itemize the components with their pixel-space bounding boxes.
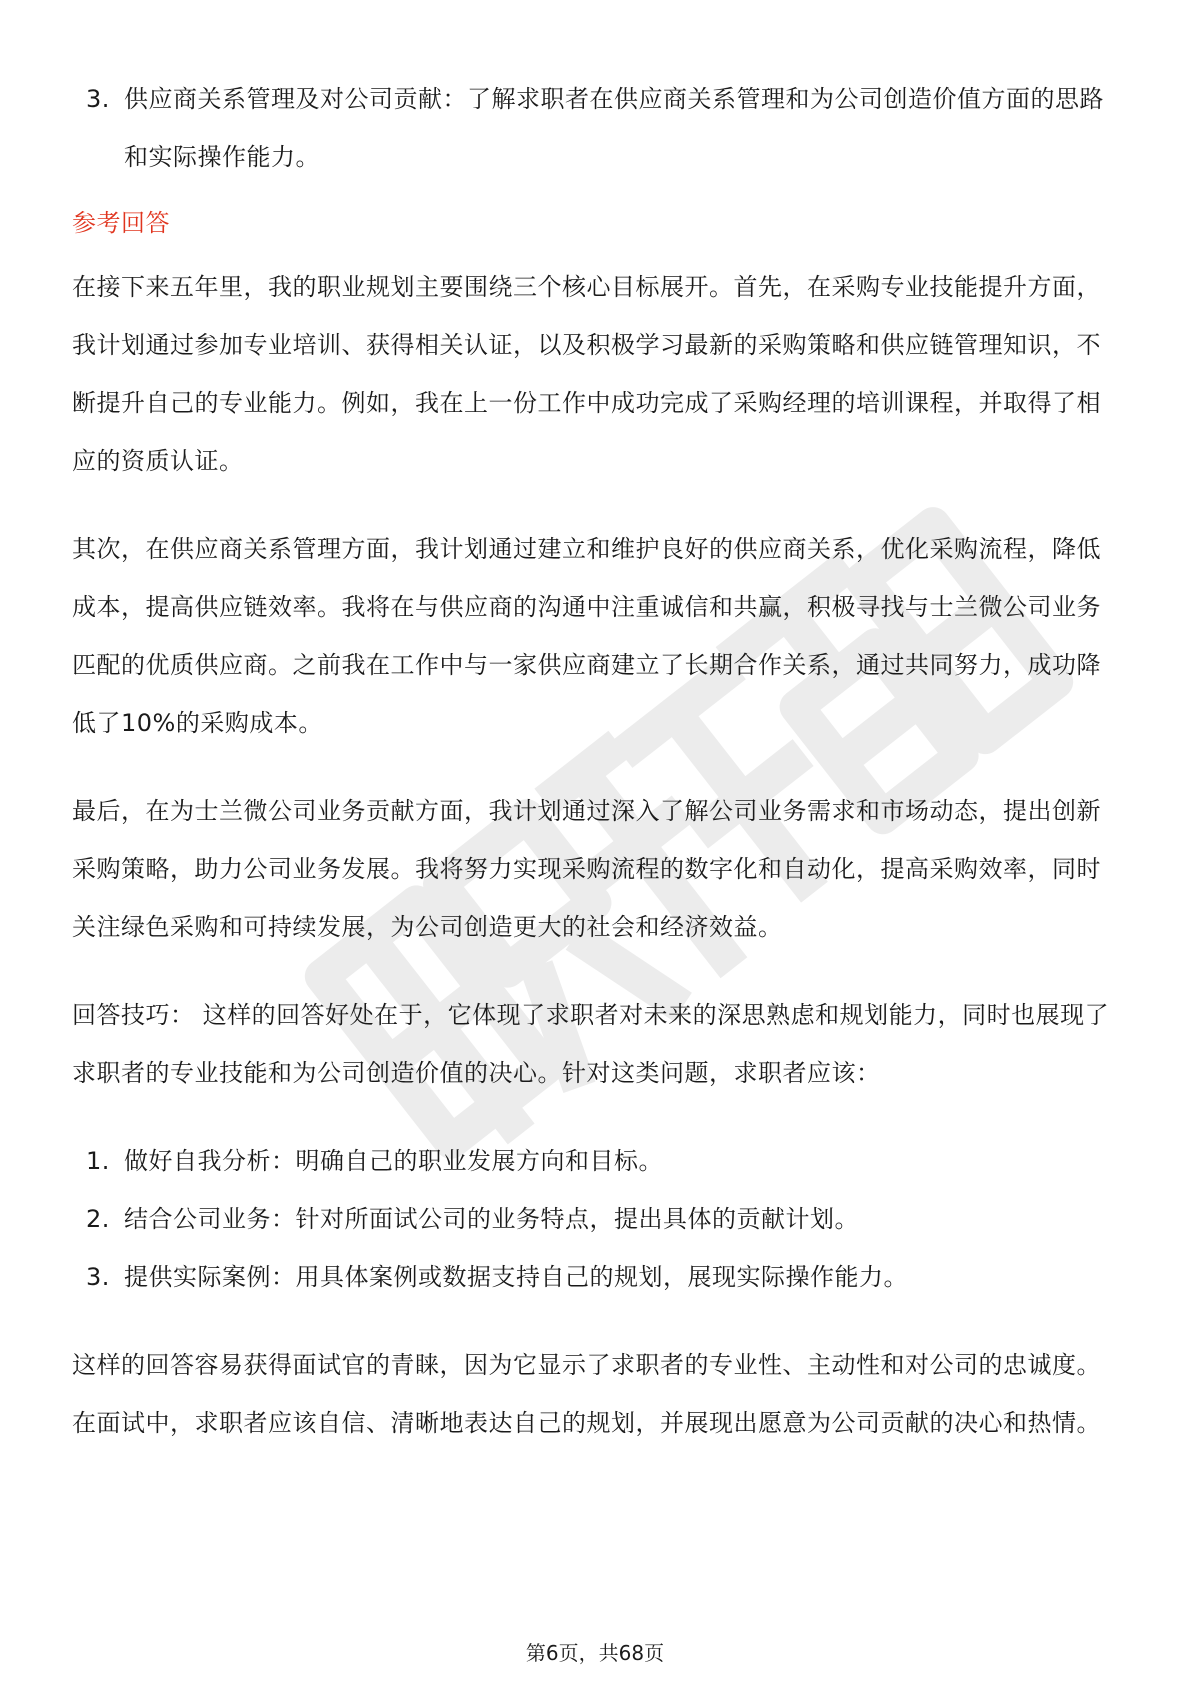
paragraph-1: 在接下来五年里，我的职业规划主要围绕三个核心目标展开。首先，在采购专业技能提升方面，我计划通过参加专业培训、获得相关认证，以及积极学习最新的采购策略和供应链管理知识，不断提升自己的专业能力。例如，我在上一份工作中成功完成了采购经理的培训课程，并取得了相应的资质认证。 [72, 273, 1101, 475]
document-body [72, 70, 1118, 1452]
list-text: 结合公司业务：针对所面试公司的业务特点，提出具体的贡献计划。 [124, 1205, 859, 1233]
list-number: 3. [86, 1263, 110, 1291]
paragraph-2: 其次，在供应商关系管理方面，我计划通过建立和维护良好的供应商关系，优化采购流程，降低成本，提高供应链效率。我将在与供应商的沟通中注重诚信和共赢，积极寻找与士兰微公司业务匹配的优质供应商。之前我在工作中与一家供应商建立了长期合作关系，通过共同努力，成功降低了10%的采购成本。 [72, 535, 1101, 737]
list-item [72, 1132, 1118, 1190]
list-text: 提供实际案例：用具体案例或数据支持自己的规划，展现实际操作能力。 [124, 1263, 908, 1291]
closing-paragraph: 这样的回答容易获得面试官的青睐，因为它显示了求职者的专业性、主动性和对公司的忠诚度。在面试中，求职者应该自信、清晰地表达自己的规划，并展现出愿意为公司贡献的决心和热情。 [72, 1351, 1101, 1437]
tips-intro: 回答技巧： 这样的回答好处在于，它体现了求职者对未来的深思熟虑和规划能力，同时也展现了求职者的专业技能和为公司创造价值的决心。针对这类问题，求职者应该： [72, 1001, 1110, 1087]
list-number: 3. [86, 85, 110, 113]
list-text: 供应商关系管理及对公司贡献：了解求职者在供应商关系管理和为公司创造价值方面的思路和实际操作能力。 [124, 85, 1104, 171]
list-item [72, 70, 1118, 186]
list-text: 做好自我分析：明确自己的职业发展方向和目标。 [124, 1147, 663, 1175]
paragraph-3: 最后，在为士兰微公司业务贡献方面，我计划通过深入了解公司业务需求和市场动态，提出创新采购策略，助力公司业务发展。我将努力实现采购流程的数字化和自动化，提高采购效率，同时关注绿色采购和可持续发展，为公司创造更大的社会和经济效益。 [72, 797, 1101, 941]
page-number: 第6页，共68页 [525, 1641, 665, 1665]
list-number: 2. [86, 1205, 110, 1233]
section-heading-reference: 参考回答 [72, 209, 170, 237]
list-number: 1. [86, 1147, 110, 1175]
list-item [72, 1190, 1118, 1248]
list-item [72, 1248, 1118, 1306]
